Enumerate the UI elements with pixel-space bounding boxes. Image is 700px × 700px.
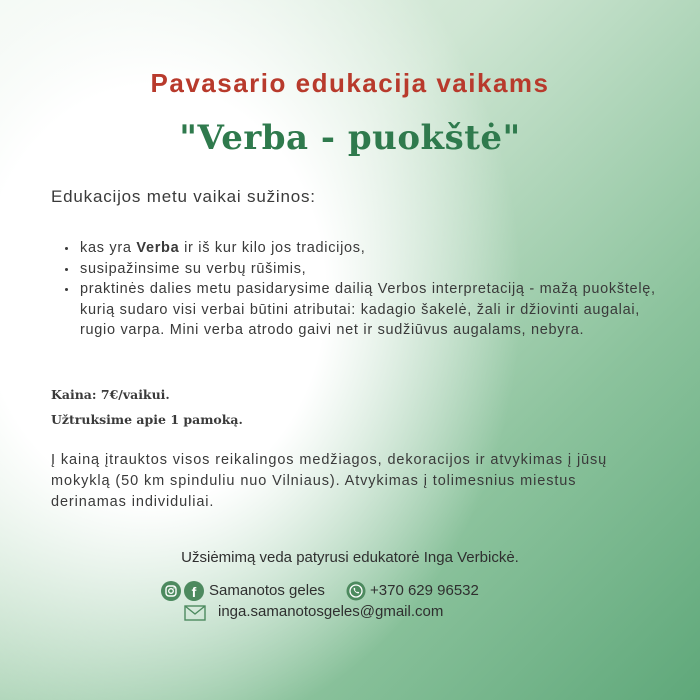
list-item: • susipažinsime su verbų rūšimis, — [78, 259, 658, 280]
page-title: Pavasario edukacija vaikams — [150, 68, 550, 98]
email-address[interactable]: inga.samanotosgeles@gmail.com — [218, 603, 444, 620]
intro-text: Edukacijos metu vaikai sužinos: — [51, 187, 316, 206]
list-item: • kas yra Verba ir iš kur kilo jos tradicijos, — [78, 238, 658, 259]
list-item: • praktinės dalies metu pasidarysime dailią Verbos interpretaciją - mažą puokštelę, kurią sudaro visi verbai būtini atributai: kadagio šakelė, žali ir džiovinti augalai, rugio varpa. Mini verba atrodo gaivi net ir sudžiūvus augalams, nebyra. — [78, 279, 658, 341]
social-name[interactable]: Samanotos geles — [209, 582, 325, 599]
price-text: Kaina: 7€/vaikui. — [51, 387, 170, 402]
whatsapp-icon[interactable] — [346, 581, 366, 601]
bullet-list — [62, 238, 658, 341]
mail-icon — [184, 605, 206, 621]
page-subtitle: "Verba - puokštė" — [179, 118, 521, 158]
phone-number[interactable]: +370 629 96532 — [370, 582, 479, 599]
duration-text: Užtruksime apie 1 pamoką. — [51, 412, 243, 427]
host-text: Užsiėmimą veda patyrusi edukatorė Inga Verbickė. — [181, 549, 519, 566]
instagram-icon[interactable] — [161, 581, 181, 601]
info-paragraph: Į kainą įtrauktos visos reikalingos medžiagos, dekoracijos ir atvykimas į jūsų mokyklą (50 km spinduliu nuo Vilniaus). Atvykimas į tolimesnius miestus derinamas individuliai. — [51, 452, 608, 510]
facebook-icon[interactable]: f — [184, 581, 204, 601]
